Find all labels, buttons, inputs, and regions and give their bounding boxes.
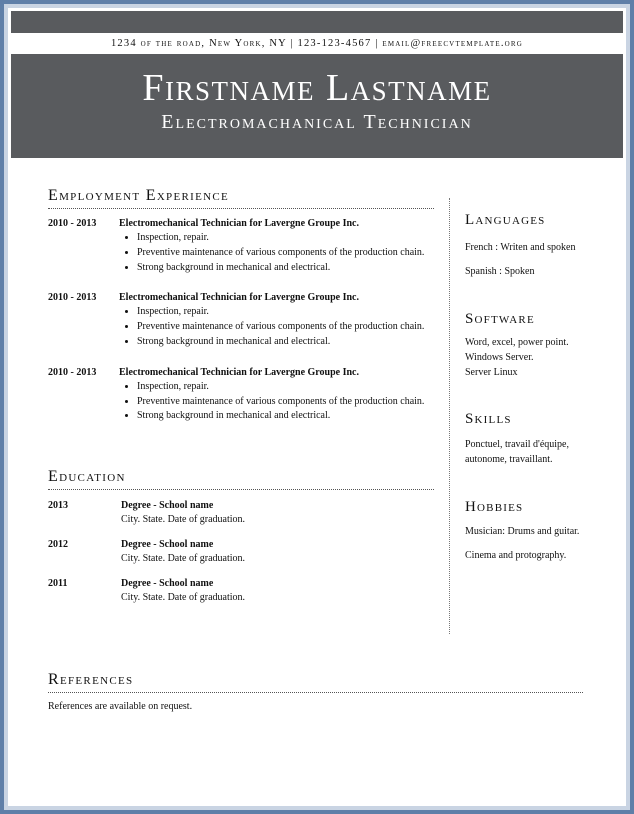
education-degree: Degree - School name — [121, 578, 214, 590]
contact-line: 1234 of the road, New York, NY | 123-123-4567 | email@freecvtemplate.org — [11, 33, 623, 54]
job-duty: • Inspection, repair. — [137, 380, 434, 395]
candidate-name: Firstname Lastname — [142, 67, 492, 109]
employment-rule — [48, 208, 434, 209]
software-item: Server Linux — [465, 367, 518, 378]
job-duty: • Strong background in mechanical and electrical. — [137, 409, 434, 424]
candidate-title: Electromachanical Technician — [161, 111, 473, 133]
hobby-item: Musician: Drums and guitar. — [465, 526, 580, 537]
education-detail: City. State. Date of graduation. — [121, 513, 246, 525]
education-degree: Degree - School name — [121, 539, 214, 551]
software-item: Windows Server. — [465, 352, 534, 363]
job-years: 2010 - 2013 — [48, 366, 97, 378]
education-entry — [48, 538, 434, 565]
language-item: French : Writen and spoken — [465, 242, 576, 253]
references-heading: References — [48, 671, 134, 688]
job-duties — [119, 380, 434, 424]
column-divider — [449, 198, 450, 634]
education-heading: Education — [48, 468, 126, 486]
languages-heading: Languages — [465, 212, 546, 228]
hobby-item: Cinema and protography. — [465, 550, 567, 561]
education-degree: Degree - School name — [121, 500, 214, 512]
job-duty: • Strong background in mechanical and electrical. — [137, 261, 434, 276]
job-title: Electromechanical Technician for Lavergne Groupe Inc. — [119, 366, 359, 378]
sidebar-column — [465, 210, 595, 563]
education-year: 2011 — [48, 578, 68, 590]
job-duty: • Inspection, repair. — [137, 231, 434, 246]
education-rule — [48, 489, 434, 490]
education-entry — [48, 577, 434, 604]
job-title: Electromechanical Technician for Lavergne Groupe Inc. — [119, 218, 359, 229]
education-detail: City. State. Date of graduation. — [121, 552, 246, 564]
job-entry — [48, 216, 434, 275]
software-heading: Software — [465, 311, 535, 327]
education-detail: City. State. Date of graduation. — [121, 591, 246, 603]
skill-item: Ponctuel, travail d'équipe, autonome, travaillant. — [465, 439, 569, 465]
job-duty: • Preventive maintenance of various components of the production chain. — [137, 395, 434, 410]
job-years: 2010 - 2013 — [48, 218, 97, 229]
references-section — [48, 670, 583, 714]
job-duty: • Strong background in mechanical and electrical. — [137, 335, 434, 350]
hobbies-heading: Hobbies — [465, 499, 524, 515]
job-title: Electromechanical Technician for Lavergne Groupe Inc. — [119, 292, 359, 304]
education-year: 2012 — [48, 539, 68, 551]
top-band — [11, 11, 623, 33]
main-column — [48, 186, 434, 604]
employment-heading: Employment Experience — [48, 187, 230, 204]
references-rule — [48, 692, 583, 693]
job-entry — [48, 365, 434, 424]
job-duty: • Inspection, repair. — [137, 305, 434, 320]
job-duty: • Preventive maintenance of various components of the production chain. — [137, 320, 434, 335]
job-duty: • Preventive maintenance of various components of the production chain. — [137, 246, 434, 261]
software-item: Word, excel, power point. — [465, 337, 569, 348]
job-duties — [119, 231, 434, 275]
skills-heading: Skills — [465, 411, 512, 427]
language-item: Spanish : Spoken — [465, 266, 535, 277]
education-entry — [48, 499, 434, 526]
resume-header — [11, 54, 623, 158]
job-duties — [119, 305, 434, 349]
references-text: References are available on request. — [48, 701, 193, 712]
job-entry — [48, 290, 434, 349]
education-year: 2013 — [48, 500, 68, 512]
job-years: 2010 - 2013 — [48, 292, 97, 304]
